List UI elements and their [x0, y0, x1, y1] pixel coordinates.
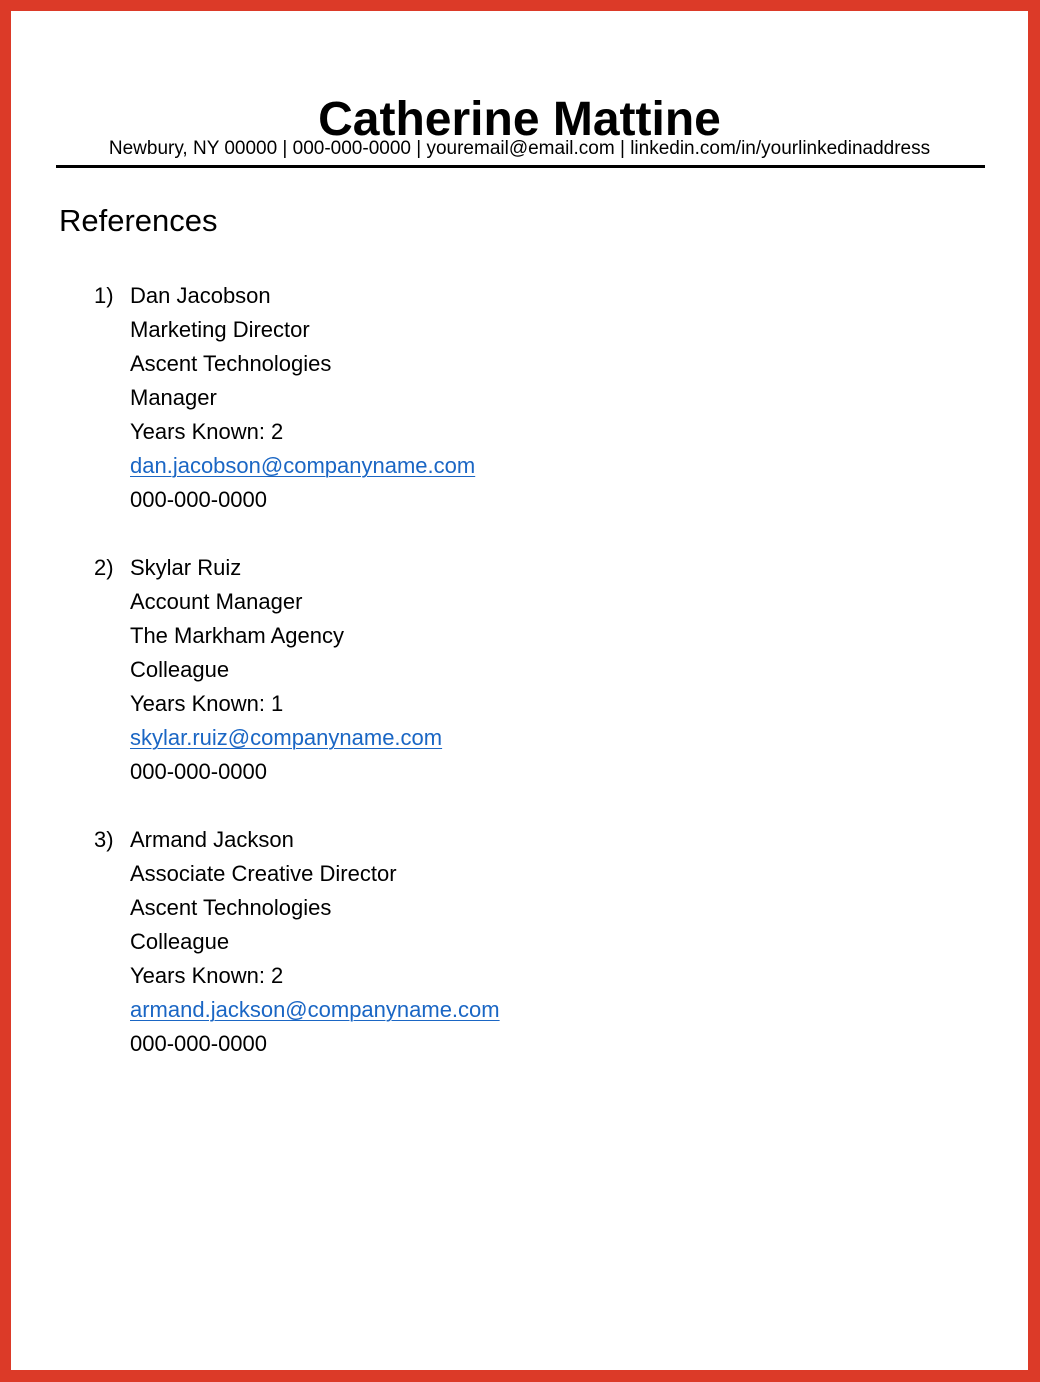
resume-page: [11, 11, 1028, 1370]
reference-years-known: Years Known: 1: [130, 691, 284, 716]
reference-company: Ascent Technologies: [130, 351, 332, 376]
reference-name: Dan Jacobson: [130, 283, 271, 308]
reference-relationship: Colleague: [130, 929, 230, 954]
reference-email-link[interactable]: dan.jacobson@companyname.com: [130, 453, 476, 478]
reference-phone: 000-000-0000: [130, 1031, 268, 1056]
section-title: References: [59, 203, 218, 238]
reference-number: 1): [94, 283, 114, 308]
reference-relationship: Colleague: [130, 657, 230, 682]
contact-line: Newbury, NY 00000 | 000-000-0000 | youremail@email.com | linkedin.com/in/yourlinkedinaddress: [108, 138, 931, 159]
reference-email-link[interactable]: armand.jackson@companyname.com: [130, 997, 500, 1022]
reference-name: Skylar Ruiz: [130, 555, 242, 580]
reference-title: Marketing Director: [130, 317, 310, 342]
reference-company: The Markham Agency: [130, 623, 344, 648]
reference-title: Account Manager: [130, 589, 303, 614]
reference-phone: 000-000-0000: [130, 487, 268, 512]
reference-name: Armand Jackson: [130, 827, 294, 852]
reference-relationship: Manager: [130, 385, 217, 410]
reference-years-known: Years Known: 2: [130, 419, 284, 444]
header-divider: [56, 165, 985, 168]
candidate-name: Catherine Mattine: [318, 93, 721, 146]
reference-phone: 000-000-0000: [130, 759, 268, 784]
reference-years-known: Years Known: 2: [130, 963, 284, 988]
reference-email-link[interactable]: skylar.ruiz@companyname.com: [130, 725, 443, 750]
reference-number: 3): [94, 827, 114, 852]
reference-company: Ascent Technologies: [130, 895, 332, 920]
reference-title: Associate Creative Director: [130, 861, 397, 886]
reference-number: 2): [94, 555, 114, 580]
